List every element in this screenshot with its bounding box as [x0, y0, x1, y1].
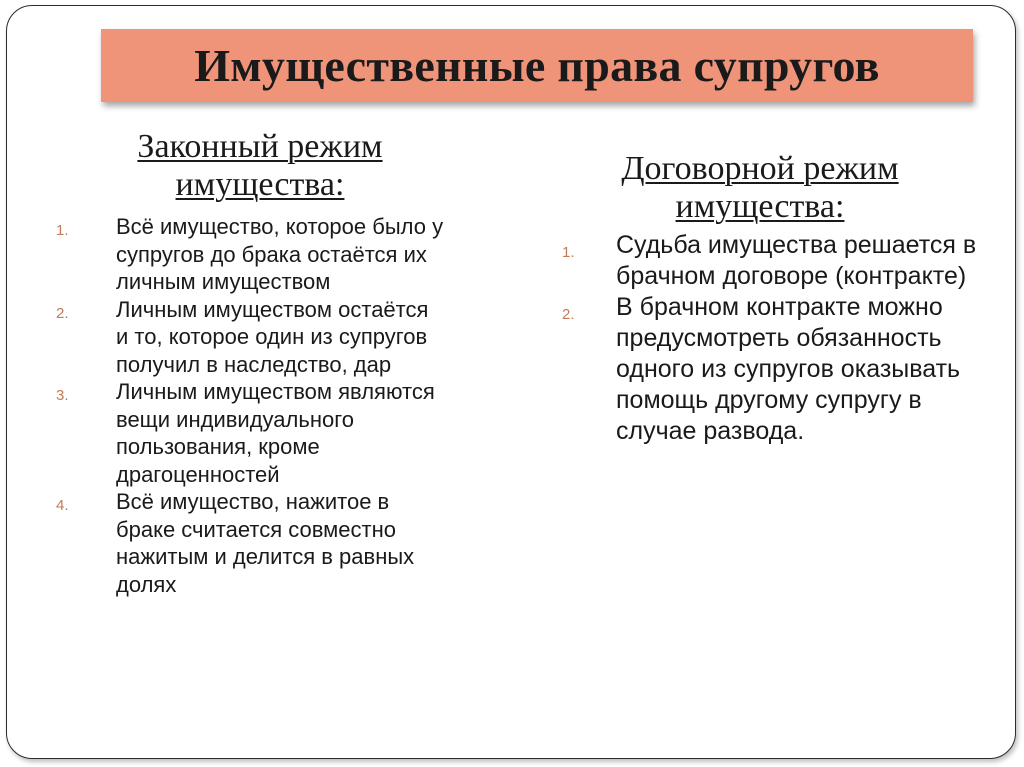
title-banner: [101, 29, 973, 102]
list-item-text: Личным имуществом остаётся и то, которое один из супругов получил в наследство, дар: [116, 296, 429, 377]
list-item-text: Судьба имущества решается в брачном договоре (контракте): [616, 231, 977, 290]
list-item-number: 1.: [56, 222, 69, 239]
list-item-number: 3.: [56, 387, 69, 404]
list-item-text: Всё имущество, нажитое в браке считается совместно нажитым и делится в равных долях: [116, 489, 415, 597]
list-item-text: В брачном контракте можно предусмотреть обязанность одного из супругов оказывать помощь другому супругу в случае развода.: [616, 293, 961, 445]
list-item-number: 4.: [56, 497, 69, 514]
legal-regime-list: [56, 213, 446, 598]
list-item-number: 2.: [562, 306, 575, 323]
list-item: [562, 292, 982, 447]
contract-regime-heading-line2: имущества:: [675, 188, 845, 225]
list-item: [56, 488, 446, 598]
list-item-number: 1.: [562, 244, 575, 261]
contract-regime-heading-line1: Договорной режим: [621, 150, 899, 187]
list-item: [562, 230, 982, 292]
contract-regime-list: [562, 230, 982, 447]
legal-regime-heading-line1: Законный режим: [137, 128, 383, 165]
page-title: Имущественные права супругов: [194, 40, 880, 91]
list-item: [56, 213, 446, 296]
list-item: [56, 296, 446, 379]
legal-regime-heading-line2: имущества:: [175, 166, 345, 203]
list-item-text: Всё имущество, которое было у супругов до брака остаётся их личным имуществом: [116, 214, 444, 294]
list-item-number: 2.: [56, 304, 69, 322]
list-item: [56, 378, 446, 488]
list-item-text: Личным имуществом являются вещи индивидуального пользования, кроме драгоценностей: [116, 379, 435, 487]
legal-regime-heading: [90, 128, 430, 204]
contract-regime-heading: [590, 150, 930, 226]
